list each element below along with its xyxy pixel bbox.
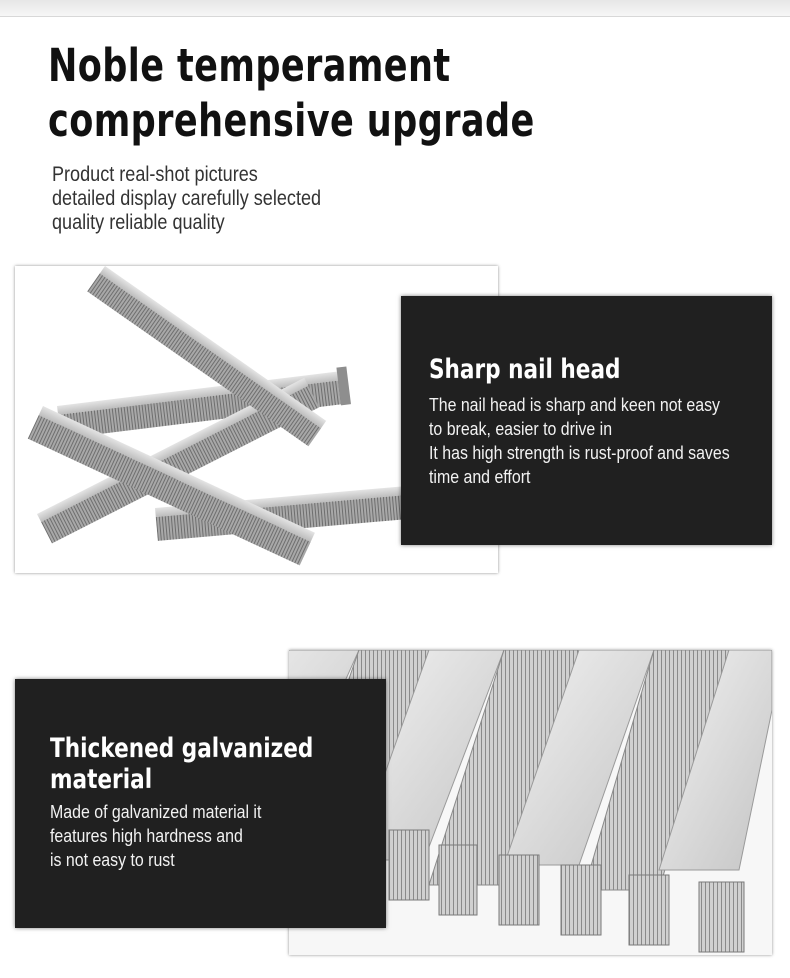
page-title [48, 38, 535, 148]
feature-description [50, 800, 261, 872]
feature-description-line: Made of galvanized material it [50, 801, 262, 822]
feature-description-line: is not easy to rust [50, 849, 175, 870]
feature-description-line: time and effort [429, 466, 531, 487]
feature-card-galvanized-material [15, 679, 386, 928]
feature-description-line: It has high strength is rust-proof and saves [429, 442, 730, 463]
feature-title-line: Sharp nail head [429, 354, 621, 385]
top-strip [0, 0, 790, 17]
feature-description-line: to break, easier to drive in [429, 418, 613, 439]
page-title-line-2: comprehensive upgrade [48, 94, 535, 147]
subtitle-line-3: quality reliable quality [52, 211, 225, 234]
feature-card-sharp-nail-head [401, 296, 772, 545]
feature-description-line: The nail head is sharp and keen not easy [429, 394, 721, 415]
feature-description [429, 393, 730, 489]
page-title-line-1: Noble temperament [48, 39, 451, 92]
feature-title-line: material [50, 764, 153, 795]
feature-title [50, 733, 313, 795]
feature-description-line: features high hardness and [50, 825, 243, 846]
page-subtitle [52, 163, 321, 235]
subtitle-line-1: Product real-shot pictures [52, 163, 258, 186]
subtitle-line-2: detailed display carefully selected [52, 187, 322, 210]
feature-title-line: Thickened galvanized [50, 733, 314, 764]
feature-title [429, 354, 621, 385]
